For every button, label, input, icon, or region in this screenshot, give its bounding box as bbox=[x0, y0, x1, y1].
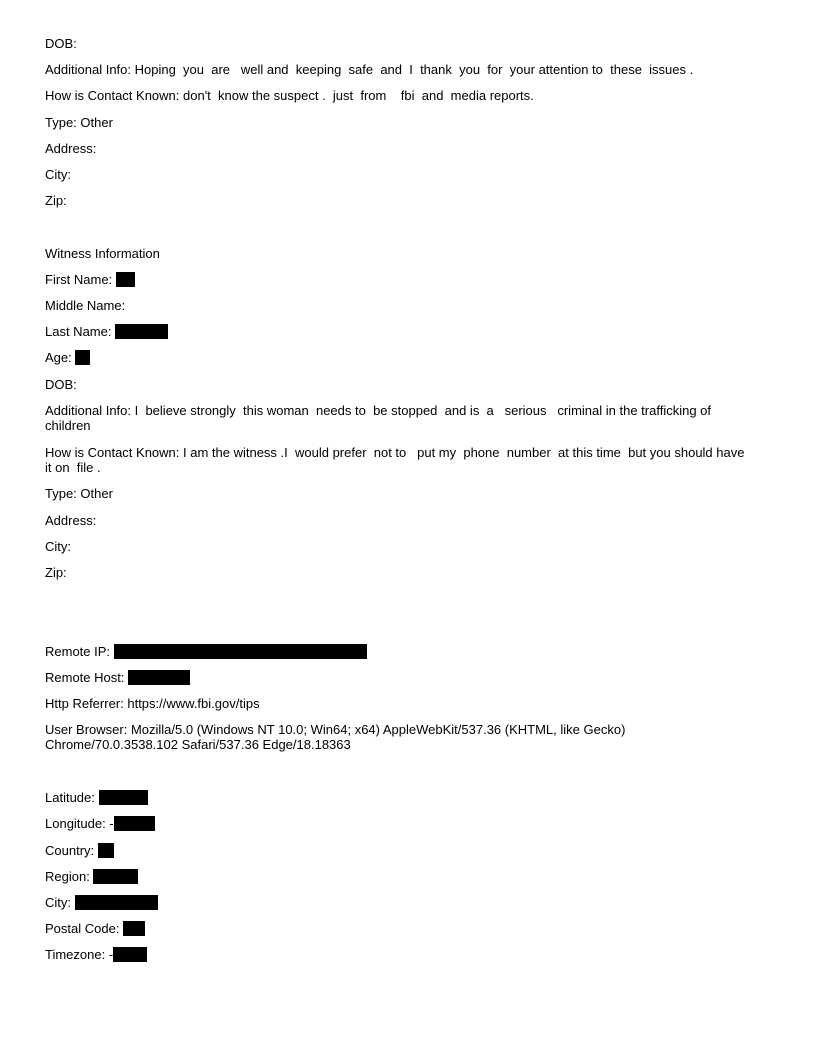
geo-city bbox=[45, 895, 158, 910]
suspect-address: Address: bbox=[45, 141, 97, 156]
witness-first-name bbox=[45, 272, 135, 287]
timezone-label: Timezone: - bbox=[45, 947, 114, 962]
redaction-box bbox=[114, 816, 155, 831]
user-browser: User Browser: Mozilla/5.0 (Windows NT 10.0; Win64; x64) AppleWebKit/537.36 (KHTML, like Gecko) Chrome/70.0.3538.102 Safari/537.36 Edge/18.18363 bbox=[45, 722, 626, 752]
witness-type: Type: Other bbox=[45, 486, 113, 501]
suspect-type: Type: Other bbox=[45, 115, 113, 130]
geo-postal-code bbox=[45, 921, 145, 936]
witness-zip: Zip: bbox=[45, 565, 67, 580]
redaction-box bbox=[75, 350, 90, 365]
geo-longitude bbox=[45, 816, 155, 831]
redaction-box bbox=[99, 790, 148, 805]
witness-address: Address: bbox=[45, 513, 97, 528]
geo-timezone bbox=[45, 947, 147, 962]
latitude-label: Latitude: bbox=[45, 790, 95, 805]
suspect-how-known: How is Contact Known: don't know the suspect . just from fbi and media reports. bbox=[45, 88, 534, 103]
postal-code-label: Postal Code: bbox=[45, 921, 120, 936]
country-label: Country: bbox=[45, 843, 95, 858]
remote-ip bbox=[45, 644, 367, 659]
suspect-additional-info: Additional Info: Hoping you are well and keeping safe and I thank you for your attention to these issues . bbox=[45, 62, 694, 77]
redaction-box bbox=[113, 947, 147, 962]
remote-host-label: Remote Host: bbox=[45, 670, 125, 685]
redaction-box bbox=[116, 272, 135, 287]
witness-dob: DOB: bbox=[45, 377, 77, 392]
remote-host bbox=[45, 670, 190, 685]
last-name-label: Last Name: bbox=[45, 324, 112, 339]
witness-last-name bbox=[45, 324, 168, 339]
geo-country bbox=[45, 843, 114, 858]
witness-additional-info: Additional Info: I believe strongly this woman needs to be stopped and is a serious criminal in the trafficking of children bbox=[45, 403, 715, 433]
remote-ip-label: Remote IP: bbox=[45, 644, 111, 659]
geo-region bbox=[45, 869, 138, 884]
redaction-box bbox=[93, 869, 138, 884]
witness-heading: Witness Information bbox=[45, 246, 160, 261]
redaction-box bbox=[114, 644, 367, 659]
first-name-label: First Name: bbox=[45, 272, 113, 287]
witness-middle-name: Middle Name: bbox=[45, 298, 126, 313]
redaction-box bbox=[75, 895, 158, 910]
witness-age bbox=[45, 350, 90, 365]
redaction-box bbox=[115, 324, 168, 339]
age-label: Age: bbox=[45, 350, 72, 365]
city-label: City: bbox=[45, 895, 71, 910]
witness-city: City: bbox=[45, 539, 71, 554]
redaction-box bbox=[128, 670, 190, 685]
suspect-city: City: bbox=[45, 167, 71, 182]
suspect-zip: Zip: bbox=[45, 193, 67, 208]
region-label: Region: bbox=[45, 869, 90, 884]
longitude-label: Longitude: - bbox=[45, 816, 114, 831]
http-referrer: Http Referrer: https://www.fbi.gov/tips bbox=[45, 696, 260, 711]
geo-latitude bbox=[45, 790, 148, 805]
redaction-box bbox=[123, 921, 145, 936]
redaction-box bbox=[98, 843, 114, 858]
witness-how-known: How is Contact Known: I am the witness .I would prefer not to put my phone number at this time but you should have it on file . bbox=[45, 445, 756, 475]
suspect-dob: DOB: bbox=[45, 36, 77, 51]
